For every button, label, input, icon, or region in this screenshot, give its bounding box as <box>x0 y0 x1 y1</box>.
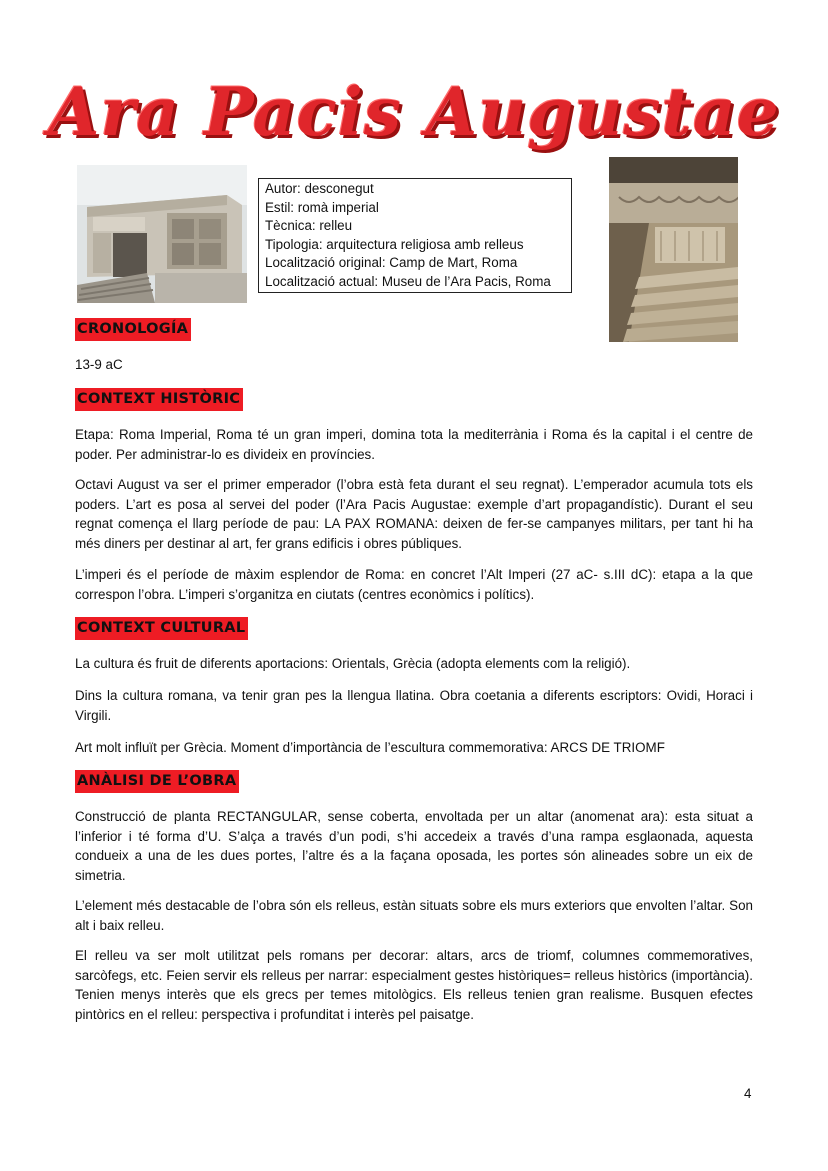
page-title: Ara Pacis Augustae <box>48 73 780 151</box>
cronologia-text: 13-9 aC <box>75 357 123 372</box>
context-cultural-paragraph-2: Dins la cultura romana, va tenir gran pes la llengua llatina. Obra coetania a diferents escriptors: Ovidi, Horaci i Virgili. <box>75 688 753 723</box>
section-heading-context-historic: CONTEXT HISTÒRIC <box>75 388 243 411</box>
section-heading-cronologia: CRONOLOGÍA <box>75 318 191 341</box>
analisi-paragraph-3: El relleu va ser molt utilitzat pels romans per decorar: altars, arcs de triomf, columnes commemoratives, sarcòfegs, etc. Feien servir els relleus per narrar: especialment gestes històriques= relleus històrics (importància). Tenien menys interès que els grecs per temes mitològics. Els relleus tenien gran realisme. Busquen efectes pintòrics en el relleu: perspectiva i profunditat i interès pel paisatge. <box>75 948 753 1022</box>
context-historic-paragraph-1: Etapa: Roma Imperial, Roma té un gran imperi, domina tota la mediterrània i Roma és la capital i el centre de poder. Per administrar-lo es divideix en províncies. <box>75 427 753 462</box>
info-estil: Estil: romà imperial <box>265 199 379 215</box>
info-tecnica: Tècnica: relleu <box>265 218 353 234</box>
ara-pacis-exterior-photo <box>77 165 247 303</box>
ara-pacis-interior-photo <box>609 157 738 342</box>
info-tipologia: Tipologia: arquitectura religiosa amb relleus <box>265 236 524 252</box>
context-cultural-paragraph-1: La cultura és fruit de diferents aportacions: Orientals, Grècia (adopta elements com la religió). <box>75 656 631 671</box>
info-autor: Autor: desconegut <box>265 181 374 196</box>
section-heading-context-cultural: CONTEXT CULTURAL <box>75 617 248 640</box>
page-number: 4 <box>744 1086 752 1101</box>
info-localitzacio-original: Localització original: Camp de Mart, Roma <box>265 255 518 271</box>
analisi-paragraph-1: Construcció de planta RECTANGULAR, sense coberta, envoltada per un altar (anomenat ara): esta situat a l’inferior i té forma d’U. S’alça a través d’un podi, s’hi accedeix a través d’una rampa esglaonada, aquesta condueix a una de les dues portes, l’altre és a la façana oposada, les portes són alineades sobre un eix de simetria. <box>75 809 753 883</box>
artwork-info-box <box>258 178 572 293</box>
section-heading-analisi: ANÀLISI DE L’OBRA <box>75 770 239 793</box>
context-cultural-paragraph-3: Art molt influït per Grècia. Moment d’importància de l’escultura commemorativa: ARCS DE TRIOMF <box>75 740 665 755</box>
context-historic-paragraph-2: Octavi August va ser el primer emperador (l’obra està feta durant el seu regnat). L’emperador acumula tots els poders. L’art es posa al servei del poder (l’Ara Pacis Augustae: exemple d’art propagandístic). Durant el seu regnat comença el llarg període de pau: LA PAX ROMANA: deixen de fer-se campanyes militars, per tant hi ha més diners per destinar al art, fer grans edificis i obres públiques. <box>75 477 753 551</box>
info-localitzacio-actual: Localització actual: Museu de l’Ara Pacis, Roma <box>265 273 551 289</box>
analisi-paragraph-2: L’element més destacable de l’obra són els relleus, estàn situats sobre els murs exteriors que envolten l’altar. Son alt i baix relleu. <box>75 898 753 933</box>
context-historic-paragraph-3: L’imperi és el període de màxim esplendor de Roma: en concret l’Alt Imperi (27 aC- s.III dC): etapa a la que correspon l’obra. L’imperi s’organitza en ciutats (centres econòmics i polítics). <box>75 567 753 602</box>
